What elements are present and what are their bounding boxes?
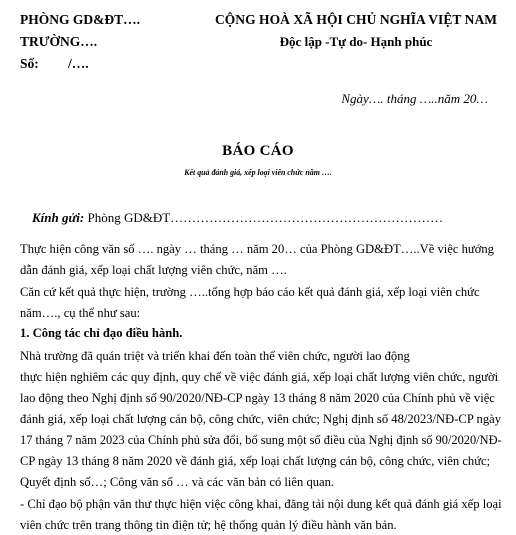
body-line: lao động theo Nghị định số 90/2020/NĐ-CP ngày 13 tháng 8 năm 2020 của Chính phủ về việc	[20, 391, 495, 405]
body-line: CP ngày 13 tháng 8 năm 2020 về đánh giá, xếp loại chất lượng cán bộ, công chức, viên chức;	[20, 454, 491, 468]
recipient-line	[32, 210, 443, 226]
national-name: CỘNG HOÀ XÃ HỘI CHỦ NGHĨA VIỆT NAM	[214, 12, 498, 27]
date-line: Ngày…. tháng …..năm 20…	[341, 91, 488, 106]
report-title: BÁO CÁO	[222, 143, 294, 159]
report-subtitle: Kết quả đánh giá, xếp loại viên chức năm ….	[184, 168, 332, 177]
document-number	[20, 53, 140, 75]
body-line: - Chỉ đạo bộ phận văn thư thực hiện việc công khai, đăng tải nội dung kết quả đánh giá xếp loại	[20, 497, 502, 511]
body-line: thực hiện nghiêm các quy định, quy chế về việc đánh giá, xếp loại chất lượng viên chức, người	[20, 370, 499, 384]
header-right	[205, 9, 507, 53]
body-line: viên chức trên trang thông tin điện tử; hệ thống quản lý điều hành văn bản.	[20, 518, 397, 532]
body-line: năm…., cụ thể như sau:	[20, 306, 141, 320]
school-name: TRƯỜNG….	[20, 34, 98, 49]
document-number-value: /….	[68, 56, 89, 71]
office-name: PHÒNG GD&ĐT….	[20, 12, 140, 27]
document-number-label: Số:	[20, 56, 39, 71]
body-line: Quyết định số…; Công văn số … và các văn bản có liên quan.	[20, 475, 335, 489]
body-line: Nhà trường đã quán triệt và triển khai đến toàn thể viên chức, người lao động	[20, 349, 410, 363]
body-line: dẫn đánh giá, xếp loại chất lượng viên chức, năm ….	[20, 263, 287, 277]
body-line: Căn cứ kết quả thực hiện, trường …..tổng hợp báo cáo kết quả đánh giá, xếp loại viên chức	[20, 285, 480, 299]
national-motto: Độc lập -Tự do- Hạnh phúc	[279, 34, 433, 49]
body-line: 17 tháng 7 năm 2023 của Chính phủ sửa đổi, bổ sung một số điều của Nghị định số 90/2020/NĐ-	[20, 433, 502, 447]
recipient-value: Phòng GD&ĐT………………………………………………………	[87, 210, 444, 225]
body-line: đánh giá, xếp loại chất lượng cán bộ, công chức, viên chức; Nghị định số 48/2023/NĐ-CP ngày	[20, 412, 501, 426]
section-heading: 1. Công tác chỉ đạo điều hành.	[20, 326, 183, 340]
recipient-label: Kính gửi:	[32, 210, 85, 225]
body-line: Thực hiện công văn số …. ngày … tháng … năm 20… của Phòng GD&ĐT…..Về việc hướng	[20, 242, 494, 256]
header-left	[20, 9, 140, 75]
